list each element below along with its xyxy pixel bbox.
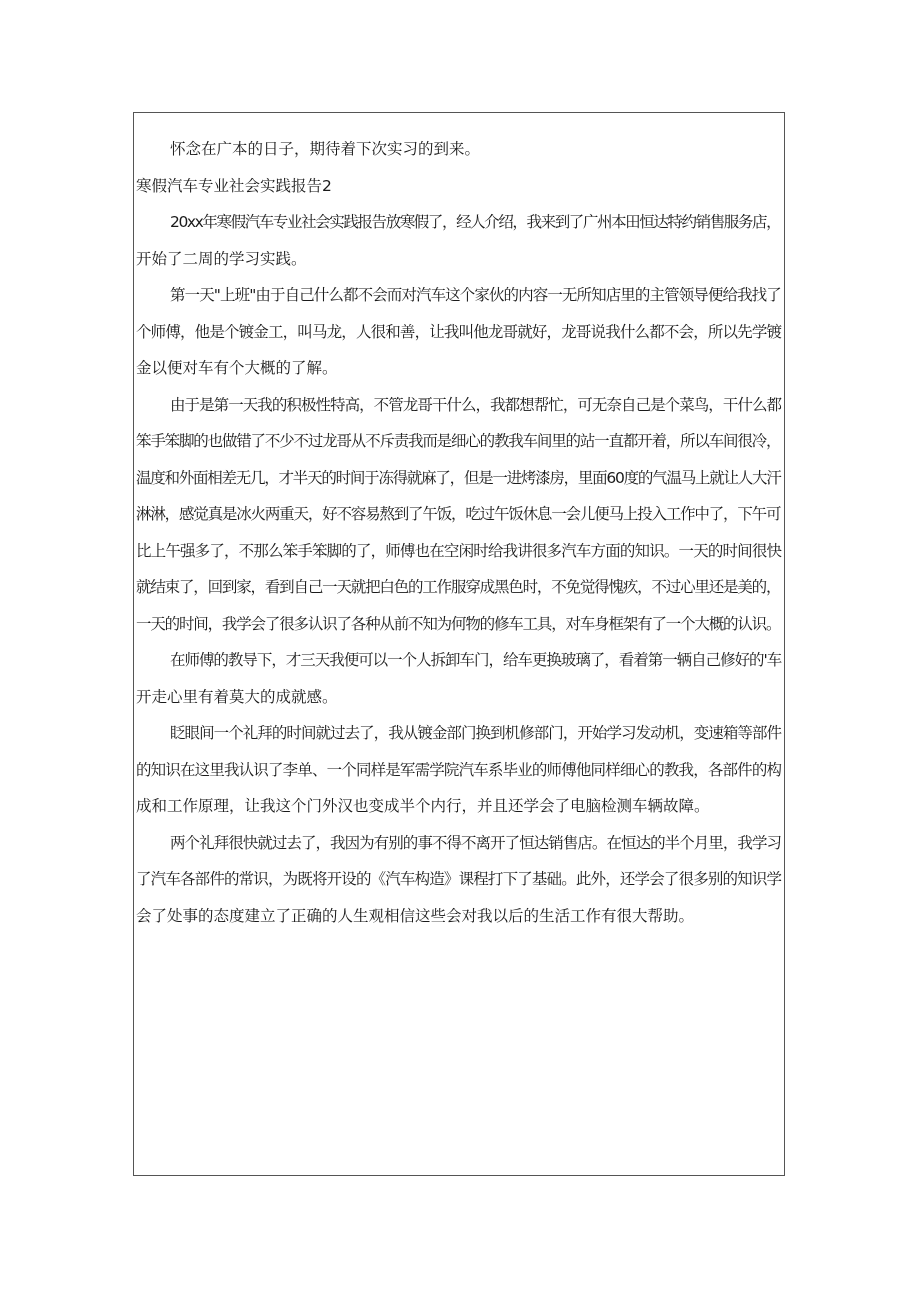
text-line: 温度和外面相差无几，才半天的时间于冻得就麻了，但是一进烤漆房，里面60度的气温马上就让人大汗	[136, 468, 781, 487]
text-line: 的知识在这里我认识了李单、一个同样是军需学院汽车系毕业的师傅他同样细心的教我，各部件的构	[136, 760, 782, 779]
paragraph-first-line: 在师傅的教导下，才三天我便可以一个人拆卸车门，给车更换玻璃了，看着第一辆自己修好的'车	[170, 651, 782, 669]
text-line: 开始了二周的学习实践。	[136, 249, 307, 268]
text-line: 就结束了，回到家，看到自己一天就把白色的工作服穿成黑色时，不免觉得愧疚，不过心里还是美的，	[136, 578, 781, 596]
paragraph-first-line: 眨眼间一个礼拜的时间就过去了，我从镀金部门换到机修部门，开始学习发动机，变速箱等部件	[170, 724, 782, 742]
text-line: 成和工作原理，让我这个门外汉也变成半个内行，并且还学会了电脑检测车辆故障。	[136, 797, 710, 815]
paragraph-first-line: 第一天"上班"由于自己什么都不会而对汽车这个家伙的内容一无所知店里的主管领导便给我找了	[170, 286, 781, 304]
text-line: 笨手笨脚的也做错了不少不过龙哥从不斥责我而是细心的教我车间里的站一直都开着，所以车间很冷，	[136, 432, 781, 450]
document-body	[134, 131, 784, 934]
text-line: 寒假汽车专业社会实践报告2	[136, 176, 332, 195]
text-line: 一天的时间，我学会了很多认识了各种从前不知为何物的修车工具，对车身框架有了一个大概的认识。	[136, 614, 781, 633]
text-line: 淋淋，感觉真是冰火两重天，好不容易熬到了午饭，吃过午饭休息一会儿便马上投入工作中了，下午可	[136, 505, 781, 523]
text-line: 了汽车各部件的常识，为既将开设的《汽车构造》课程打下了基础。此外，还学会了很多别的知识学	[136, 870, 782, 888]
text-line: 个师傅，他是个镀金工，叫马龙，人很和善，让我叫他龙哥就好，龙哥说我什么都不会，所以先学镀	[136, 322, 782, 341]
paragraph-first-line: 由于是第一天我的积极性特高，不管龙哥干什么，我都想帮忙，可无奈自己是个菜鸟，干什么都	[170, 395, 782, 414]
paragraph-first-line: 怀念在广本的日子，期待着下次实习的到来。	[170, 140, 481, 158]
text-line: 比上午强多了，不那么笨手笨脚的了，师傅也在空闲时给我讲很多汽车方面的知识。一天的时间很快	[136, 541, 782, 560]
text-line: 会了处事的态度建立了正确的人生观相信这些会对我以后的生活工作有很大帮助。	[136, 906, 695, 925]
text-line: 金以便对车有个大概的了解。	[136, 359, 338, 377]
paragraph-first-line: 两个礼拜很快就过去了，我因为有别的事不得不离开了恒达销售店。在恒达的半个月里，我学习	[170, 833, 782, 852]
text-line: 开走心里有着莫大的成就感。	[136, 687, 338, 706]
document-page	[133, 112, 785, 1176]
paragraph-first-line: 20xx年寒假汽车专业社会实践报告放寒假了，经人介绍，我来到了广州本田恒达特约销售服务店，	[170, 213, 781, 231]
